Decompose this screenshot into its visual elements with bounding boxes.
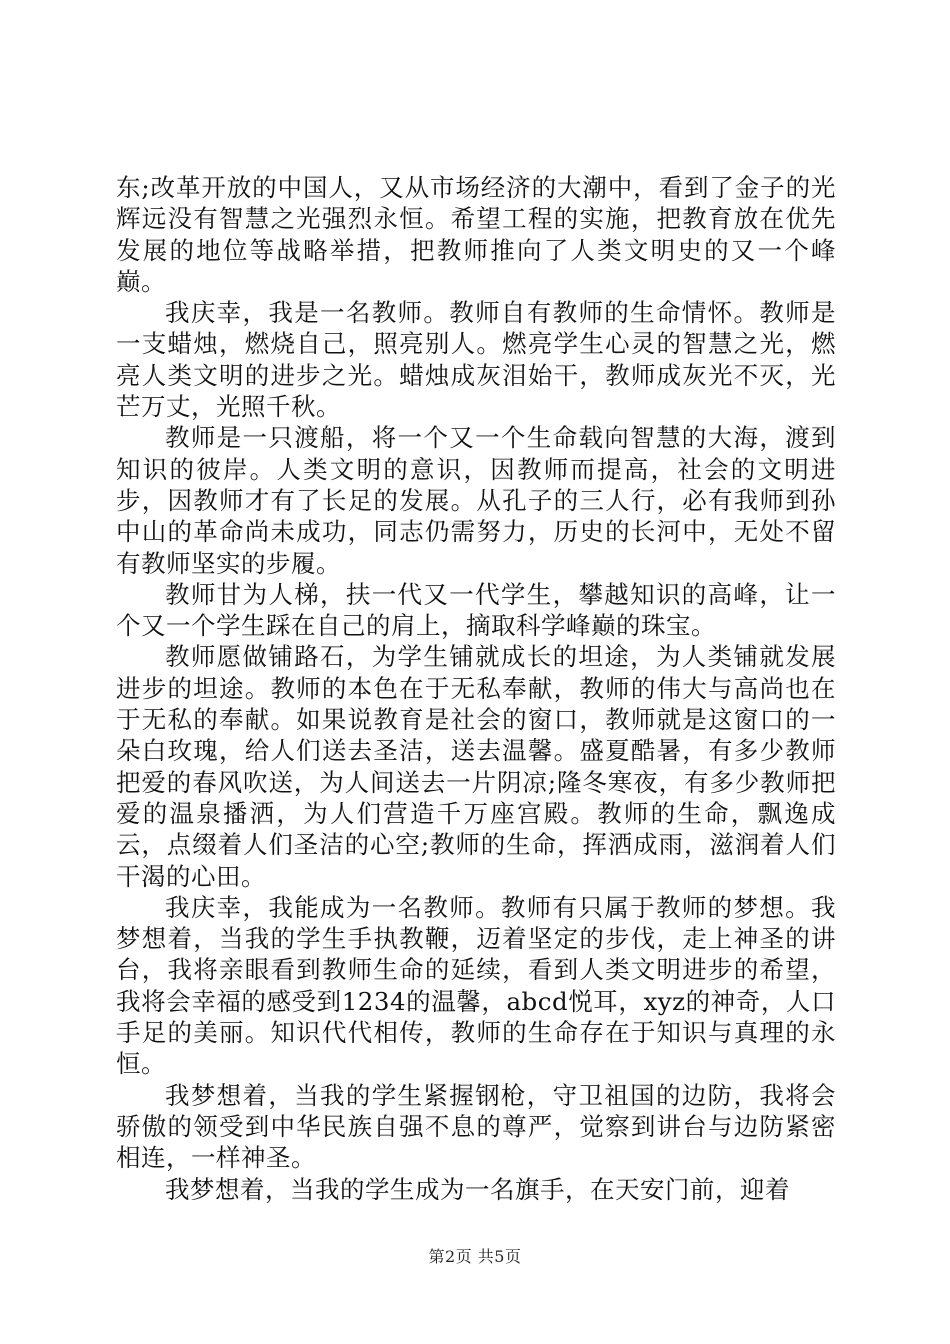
paragraph-5: 教师愿做铺路石，为学生铺就成长的坦途，为人类铺就发展进步的坦途。教师的本色在于无私奉献，教师的伟大与高尚也在于无私的奉献。如果说教育是社会的窗口，教师就是这窗口的一朵白玫瑰，给人们送去圣洁，送去温馨。盛夏酷暑，有多少教师把爱的春风吹送，为人间送去一片阴凉;隆冬寒夜，有多少教师把爱的温泉播洒，为人们营造千万座宫殿。教师的生命，飘逸成云，点缀着人们圣洁的心空;教师的生命，挥洒成雨，滋润着人们干渴的心田。 (116, 642, 836, 891)
paragraph-8: 我梦想着，当我的学生成为一名旗手，在天安门前，迎着 (165, 1174, 790, 1204)
paragraph-7: 我梦想着，当我的学生紧握钢枪，守卫祖国的边防，我将会骄傲的领受到中华民族自强不息的尊严，觉察到讲台与边防紧密相连，一样神圣。 (116, 1080, 836, 1173)
page-number-footer: 第2页 共5页 (428, 1247, 522, 1266)
paragraph-4: 教师甘为人梯，扶一代又一代学生，攀越知识的高峰，让一个又一个学生踩在自己的肩上，摘取科学峰巅的珠宝。 (116, 579, 836, 641)
paragraph-1: 东;改革开放的中国人，又从市场经济的大潮中，看到了金子的光辉远没有智慧之光强烈永恒。希望工程的实施，把教育放在优先发展的地位等战略举措，把教师推向了人类文明史的又一个峰巅。 (116, 173, 836, 296)
document-body (116, 172, 836, 1205)
paragraph-3: 教师是一只渡船，将一个又一个生命载向智慧的大海，渡到知识的彼岸。人类文明的意识，因教师而提高，社会的文明进步，因教师才有了长足的发展。从孔子的三人行，必有我师到孙中山的革命尚未成功，同志仍需努力，历史的长河中，无处不留有教师坚实的步履。 (116, 423, 836, 578)
paragraph-6: 我庆幸，我能成为一名教师。教师有只属于教师的梦想。我梦想着，当我的学生手执教鞭，迈着坚定的步伐，走上神圣的讲台，我将亲眼看到教师生命的延续，看到人类文明进步的希望，我将会幸福的感受到1234的温馨，abcd悦耳，xyz的神奇，人口手足的美丽。知识代代相传，教师的生命存在于知识与真理的永恒。 (116, 892, 836, 1079)
paragraph-2: 我庆幸，我是一名教师。教师自有教师的生命情怀。教师是一支蜡烛，燃烧自己，照亮别人。燃亮学生心灵的智慧之光，燃亮人类文明的进步之光。蜡烛成灰泪始干，教师成灰光不灭，光芒万丈，光照千秋。 (116, 298, 836, 422)
